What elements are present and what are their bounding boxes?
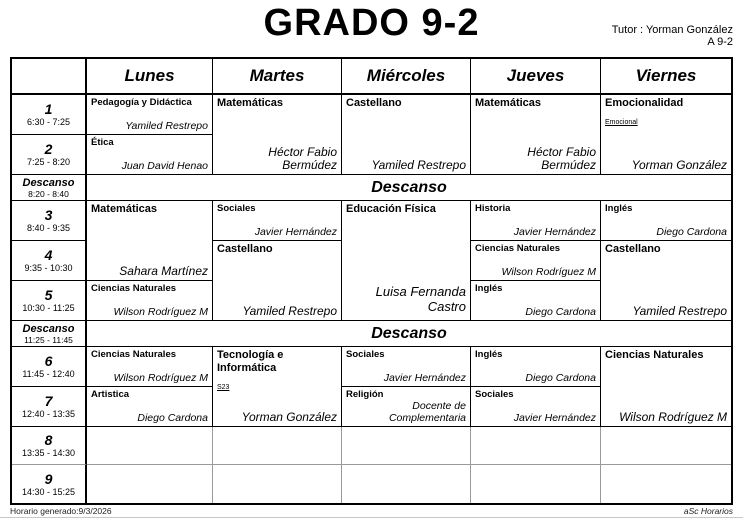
tutor-block bbox=[612, 24, 733, 48]
cell-viernes-p1-p2 bbox=[601, 95, 731, 175]
subject-label: Matemáticas bbox=[91, 203, 158, 215]
subject-label: Ciencias Naturales bbox=[91, 349, 177, 360]
cell-viernes-p3 bbox=[601, 201, 731, 241]
teacher-label: Diego Cardona bbox=[525, 372, 596, 384]
group-label: A 9-2 bbox=[707, 36, 733, 48]
subject-label: Pedagogía y Didáctica bbox=[91, 97, 192, 108]
cell-lunes-p5 bbox=[87, 281, 213, 321]
teacher-label: Wilson Rodríguez M bbox=[619, 410, 727, 424]
period-number: 2 bbox=[44, 141, 53, 157]
period-time: 7:25 - 8:20 bbox=[26, 157, 71, 167]
cell-viernes-p4-p5 bbox=[601, 241, 731, 321]
teacher-label: Javier Hernández bbox=[254, 226, 337, 238]
period-number: 6 bbox=[44, 353, 53, 369]
cell-miercoles-p1-p2 bbox=[342, 95, 471, 175]
cell-martes-p6-p7 bbox=[213, 347, 342, 427]
break-2-row: Descanso bbox=[87, 321, 731, 347]
cell-lunes-p3-p4 bbox=[87, 201, 213, 281]
cell-jueves-p6 bbox=[471, 347, 601, 387]
subject-label: Castellano bbox=[346, 97, 402, 109]
period-number: 1 bbox=[44, 101, 53, 117]
cell-jueves-p1-p2 bbox=[471, 95, 601, 175]
break-1-row: Descanso bbox=[87, 175, 731, 201]
cell-miercoles-p6 bbox=[342, 347, 471, 387]
period-time: 9:35 - 10:30 bbox=[24, 263, 73, 273]
subject-label: Sociales bbox=[346, 349, 385, 360]
teacher-label: Wilson Rodríguez M bbox=[113, 372, 208, 384]
timetable-grid bbox=[10, 57, 733, 505]
period-time: 14:30 - 15:25 bbox=[21, 486, 76, 497]
cell-jueves-p5 bbox=[471, 281, 601, 321]
subject-label: Emocionalidad bbox=[605, 97, 684, 109]
page-title: GRADO 9-2 bbox=[263, 2, 480, 44]
teacher-label: Yamiled Restrepo bbox=[242, 304, 337, 318]
subject-label: Inglés bbox=[605, 203, 633, 214]
subject-label: Sociales bbox=[475, 389, 514, 400]
teacher-label: Javier Hernández bbox=[513, 226, 596, 238]
cell-viernes-p8-empty bbox=[601, 427, 731, 465]
subject-label: Artistica bbox=[91, 389, 130, 400]
period-time: 6:30 - 7:25 bbox=[26, 117, 71, 127]
period-3-time bbox=[12, 201, 87, 241]
teacher-label: Diego Cardona bbox=[525, 306, 596, 318]
tutor-label: Tutor : Yorman González bbox=[611, 24, 733, 36]
period-1-time bbox=[12, 95, 87, 135]
break-2-time bbox=[12, 321, 87, 347]
subject-label: Castellano bbox=[217, 243, 273, 255]
teacher-label: Diego Cardona bbox=[656, 226, 727, 238]
cell-viernes-p9-empty bbox=[601, 465, 731, 503]
period-time: 8:40 - 9:35 bbox=[26, 223, 71, 233]
cell-miercoles-p7 bbox=[342, 387, 471, 427]
period-number: 8 bbox=[44, 432, 53, 448]
teacher-label: Héctor Fabio Bermúdez bbox=[268, 145, 337, 172]
period-number: 7 bbox=[44, 393, 53, 409]
subject-label: Religión bbox=[346, 389, 384, 400]
teacher-label: Sahara Martínez bbox=[119, 264, 208, 278]
cell-martes-p4-p5 bbox=[213, 241, 342, 321]
teacher-label: Docente de Complementaria bbox=[388, 400, 466, 424]
period-time: 13:35 - 14:30 bbox=[21, 448, 76, 458]
day-header-miercoles: Miércoles bbox=[342, 59, 471, 95]
break-time: 11:25 - 11:45 bbox=[24, 334, 73, 345]
cell-miercoles-p8-empty bbox=[342, 427, 471, 465]
cell-lunes-p1 bbox=[87, 95, 213, 135]
subject-label: Tecnología e Informática bbox=[217, 349, 284, 374]
cell-jueves-p3 bbox=[471, 201, 601, 241]
cell-lunes-p2 bbox=[87, 135, 213, 175]
teacher-label: Javier Hernández bbox=[513, 412, 596, 424]
period-7-time bbox=[12, 387, 87, 427]
cell-miercoles-p3-p5 bbox=[342, 201, 471, 321]
cell-martes-p8-empty bbox=[213, 427, 342, 465]
break-time: 8:20 - 8:40 bbox=[28, 188, 69, 199]
day-header-martes: Martes bbox=[213, 59, 342, 95]
cell-jueves-p9-empty bbox=[471, 465, 601, 503]
cell-martes-p9-empty bbox=[213, 465, 342, 503]
period-6-time bbox=[12, 347, 87, 387]
teacher-label: Luisa Fernanda Castro bbox=[375, 284, 466, 314]
subject-label: Matemáticas bbox=[475, 97, 542, 109]
subject-label: Inglés bbox=[475, 283, 503, 294]
break-label: Descanso bbox=[22, 176, 75, 189]
teacher-label: Yorman González bbox=[631, 158, 727, 172]
period-time: 12:40 - 13:35 bbox=[21, 409, 76, 419]
cell-martes-p1-p2 bbox=[213, 95, 342, 175]
corner-cell bbox=[12, 59, 87, 95]
subject-label: Ciencias Naturales bbox=[475, 243, 561, 254]
subject-label: Ciencias Naturales bbox=[605, 349, 704, 361]
period-9-time bbox=[12, 465, 87, 503]
subject-label: Matemáticas bbox=[217, 97, 284, 109]
bottom-divider bbox=[0, 517, 743, 518]
subject-label: Sociales bbox=[217, 203, 256, 214]
teacher-label: Yamiled Restrepo bbox=[371, 158, 466, 172]
teacher-label: Wilson Rodríguez M bbox=[113, 306, 208, 318]
period-time: 10:30 - 11:25 bbox=[22, 303, 75, 313]
cell-lunes-p9-empty bbox=[87, 465, 213, 503]
cell-viernes-p6-p7 bbox=[601, 347, 731, 427]
teacher-label: Héctor Fabio Bermúdez bbox=[527, 145, 596, 172]
period-number: 5 bbox=[44, 287, 53, 303]
day-header-lunes: Lunes bbox=[87, 59, 213, 95]
period-5-time bbox=[12, 281, 87, 321]
teacher-label: Yamiled Restrepo bbox=[632, 304, 727, 318]
room-label: S23 bbox=[217, 384, 230, 391]
period-number: 3 bbox=[44, 207, 53, 223]
teacher-label: Juan David Henao bbox=[121, 160, 208, 172]
day-header-viernes: Viernes bbox=[601, 59, 731, 95]
teacher-label: Yorman González bbox=[241, 410, 337, 424]
subject-label: Inglés bbox=[475, 349, 503, 360]
asc-brand-label: aSc Horarios bbox=[683, 506, 733, 516]
day-header-jueves: Jueves bbox=[471, 59, 601, 95]
subject-label: Castellano bbox=[605, 243, 661, 255]
cell-lunes-p8-empty bbox=[87, 427, 213, 465]
cell-martes-p3 bbox=[213, 201, 342, 241]
period-number: 4 bbox=[44, 247, 53, 263]
cell-miercoles-p9-empty bbox=[342, 465, 471, 503]
subject-label: Ética bbox=[91, 137, 114, 148]
teacher-label: Yamiled Restrepo bbox=[125, 120, 208, 132]
cell-jueves-p4 bbox=[471, 241, 601, 281]
break-label: Descanso bbox=[22, 322, 75, 335]
cell-jueves-p7 bbox=[471, 387, 601, 427]
subject-label: Ciencias Naturales bbox=[91, 283, 177, 294]
cell-jueves-p8-empty bbox=[471, 427, 601, 465]
subject-label: Historia bbox=[475, 203, 511, 214]
cell-lunes-p7 bbox=[87, 387, 213, 427]
cell-lunes-p6 bbox=[87, 347, 213, 387]
period-4-time bbox=[12, 241, 87, 281]
period-number: 9 bbox=[44, 470, 53, 487]
teacher-label: Wilson Rodríguez M bbox=[501, 266, 596, 278]
teacher-label: Diego Cardona bbox=[137, 412, 208, 424]
period-time: 11:45 - 12:40 bbox=[22, 369, 75, 379]
period-8-time bbox=[12, 427, 87, 465]
room-label: Emocional bbox=[605, 119, 638, 126]
break-1-time bbox=[12, 175, 87, 201]
subject-label: Educación Física bbox=[346, 203, 436, 215]
period-2-time bbox=[12, 135, 87, 175]
teacher-label: Javier Hernández bbox=[383, 372, 466, 384]
generated-timestamp: Horario generado:9/3/2026 bbox=[10, 506, 112, 516]
